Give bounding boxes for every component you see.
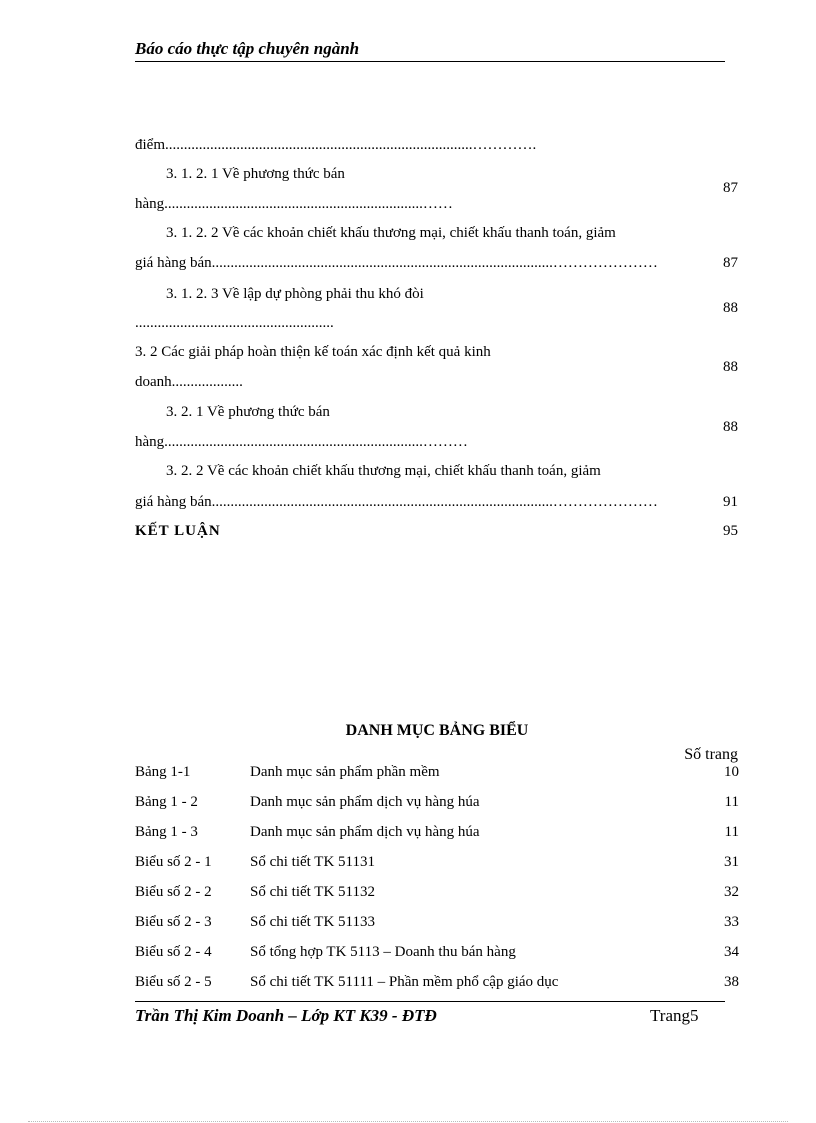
page-break-divider bbox=[28, 1121, 788, 1122]
toc-line: hàng.....................................................................……… bbox=[135, 434, 468, 450]
table-name: Sổ chi tiết TK 51111 – Phần mềm phổ cập giáo dục bbox=[250, 974, 559, 990]
toc-line: 3. 2. 1 Về phương thức bán bbox=[166, 404, 330, 420]
toc-page-number: 87 bbox=[723, 180, 738, 196]
table-label: Bảng 1-1 bbox=[135, 764, 191, 780]
table-label: Bảng 1 - 3 bbox=[135, 824, 198, 840]
table-name: Sổ tổng hợp TK 5113 – Doanh thu bán hàng bbox=[250, 944, 516, 960]
table-label: Biểu số 2 - 1 bbox=[135, 854, 212, 870]
table-label: Bảng 1 - 2 bbox=[135, 794, 198, 810]
table-label: Biểu số 2 - 3 bbox=[135, 914, 212, 930]
table-page: 34 bbox=[724, 944, 739, 960]
toc-line: doanh................... bbox=[135, 374, 243, 390]
table-row bbox=[135, 944, 739, 966]
table-row bbox=[135, 794, 739, 816]
tables-list-title: DANH MỤC BẢNG BIỂU bbox=[345, 722, 529, 739]
table-row bbox=[135, 824, 739, 846]
toc-line: giá hàng bán...........................................................................................………………… bbox=[135, 494, 658, 510]
table-name: Danh mục sản phẩm phần mềm bbox=[250, 764, 440, 780]
toc-line: điểm..................................................................................…………. bbox=[135, 137, 537, 153]
table-row bbox=[135, 974, 739, 996]
page-header-title: Báo cáo thực tập chuyên ngành bbox=[135, 38, 725, 62]
table-label: Biểu số 2 - 2 bbox=[135, 884, 212, 900]
toc-page-number: 91 bbox=[723, 494, 738, 510]
toc-page-number: 88 bbox=[723, 419, 738, 435]
table-row bbox=[135, 764, 739, 786]
toc-line: 3. 1. 2. 3 Về lập dự phòng phải thu khó đòi bbox=[166, 286, 424, 302]
table-label: Biểu số 2 - 4 bbox=[135, 944, 212, 960]
toc-line-conclusion: KẾT LUẬN bbox=[135, 523, 221, 539]
table-page: 11 bbox=[724, 824, 739, 840]
table-page: 10 bbox=[724, 764, 739, 780]
table-name: Sổ chi tiết TK 51132 bbox=[250, 884, 375, 900]
toc-line: 3. 2 Các giải pháp hoàn thiện kế toán xác định kết quả kinh bbox=[135, 344, 491, 360]
table-page: 11 bbox=[724, 794, 739, 810]
toc-line: ..................................................... bbox=[135, 315, 334, 331]
table-name: Danh mục sản phẩm dịch vụ hàng húa bbox=[250, 824, 480, 840]
table-row bbox=[135, 884, 739, 906]
toc-line: hàng.....................................................................…… bbox=[135, 196, 453, 212]
table-label: Biểu số 2 - 5 bbox=[135, 974, 212, 990]
table-name: Sổ chi tiết TK 51131 bbox=[250, 854, 375, 870]
toc-page-number: 95 bbox=[723, 523, 738, 539]
toc-page-number: 88 bbox=[723, 300, 738, 316]
footer-author: Trần Thị Kim Doanh – Lớp KT K39 - ĐTĐ bbox=[135, 1006, 437, 1025]
table-name: Danh mục sản phẩm dịch vụ hàng húa bbox=[250, 794, 480, 810]
table-row bbox=[135, 914, 739, 936]
footer-page-number: Trang5 bbox=[650, 1006, 699, 1025]
footer-divider bbox=[135, 1001, 725, 1002]
toc-line: giá hàng bán...........................................................................................………………… bbox=[135, 255, 658, 271]
toc-page-number: 87 bbox=[723, 255, 738, 271]
tables-list-page-header: Số trang bbox=[684, 746, 738, 763]
table-row bbox=[135, 854, 739, 876]
table-page: 38 bbox=[724, 974, 739, 990]
table-page: 32 bbox=[724, 884, 739, 900]
table-page: 33 bbox=[724, 914, 739, 930]
toc-line: 3. 2. 2 Về các khoản chiết khấu thương mại, chiết khấu thanh toán, giảm bbox=[166, 463, 601, 479]
toc-line: 3. 1. 2. 2 Về các khoản chiết khấu thương mại, chiết khấu thanh toán, giảm bbox=[166, 225, 616, 241]
table-page: 31 bbox=[724, 854, 739, 870]
toc-page-number: 88 bbox=[723, 359, 738, 375]
toc-line: 3. 1. 2. 1 Về phương thức bán bbox=[166, 166, 345, 182]
table-name: Sổ chi tiết TK 51133 bbox=[250, 914, 375, 930]
